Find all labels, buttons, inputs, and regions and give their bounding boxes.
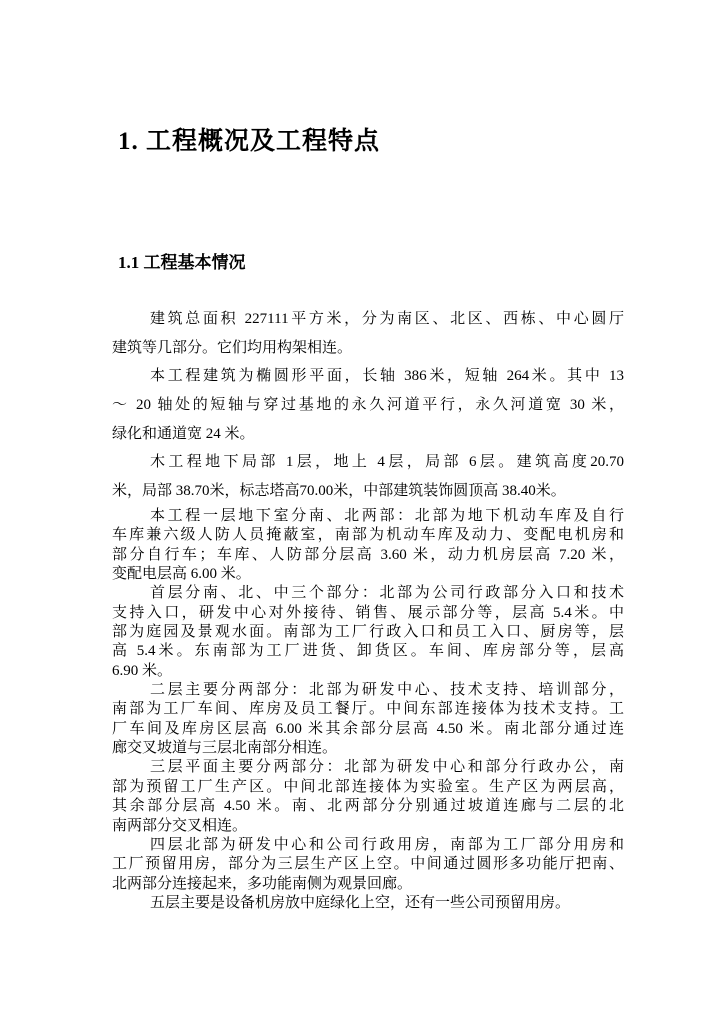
text-line: 米，局部 38.70米，标志塔高70.00米，中部建筑装饰圆顶高 38.40米。 [112, 483, 566, 500]
text-line: 部为预留工厂生产区。中间北部连接体为实验室。生产区为两层高， [112, 778, 624, 795]
text-line: 部分自行车；车库、人防部分层高 3.60 米，动力机房层高 7.20 米， [112, 546, 624, 563]
text-line: 南两部分交叉相连。 [112, 817, 248, 834]
text-line: 北两部分连接起来，多功能南侧为观景回廊。 [112, 875, 413, 892]
text-line: 绿化和通道宽 24 米。 [112, 425, 255, 442]
text-line: 南部为工厂车间、库房及员工餐厅。中间东部连接体为技术支持。工 [112, 701, 624, 718]
text-line: 廊交叉坡道与三层北南部分相连。 [112, 740, 338, 757]
text-line: 五层主要是设备机房放中庭绿化上空，还有一些公司预留用房。 [150, 894, 571, 911]
text-line: 本工程一层地下室分南、北两部：北部为地下机动车库及自行 [150, 508, 624, 524]
paragraph [112, 894, 624, 913]
paragraph [112, 362, 624, 448]
paragraphs-bottom [112, 507, 624, 913]
paragraph [112, 584, 624, 681]
paragraphs-top [112, 305, 624, 506]
text-line: 6.90 米。 [112, 662, 173, 679]
paragraph [112, 836, 624, 894]
paragraph [112, 681, 624, 758]
text-line: 部为庭园及景观水面。南部为工厂行政入口和员工入口、厨房等，层 [112, 624, 624, 641]
text-line: 建筑总面积 227111平方米，分为南区、北区、西栋、中心圆厅 [150, 311, 624, 327]
text-line: ～ 20 轴处的短轴与穿过基地的永久河道平行，永久河道宽 30 米， [112, 397, 624, 414]
text-line: 支持入口，研发中心对外接待、销售、展示部分等，层高 5.4米。中 [112, 604, 624, 621]
text-line: 车库兼六级人防人员掩蔽室，南部为机动车库及动力、变配电机房和 [112, 527, 624, 544]
paragraph [112, 448, 624, 505]
text-line: 高 5.4米。东南部为工厂进货、卸货区。车间、库房部分等，层高 [112, 643, 624, 660]
paragraph [112, 507, 624, 584]
text-line: 木工程地下局部 1层，地上 4层，局部 6层。建筑高度20.70 [150, 454, 624, 471]
text-line: 四层北部为研发中心和公司行政用房，南部为工厂部分用房和 [150, 836, 624, 853]
text-line: 本工程建筑为椭圆形平面，长轴 386米，短轴 264米。其中 13 [150, 368, 624, 385]
text-line: 其余部分层高 4.50 米。南、北两部分分别通过坡道连廊与二层的北 [112, 798, 624, 815]
text-line: 建筑等几部分。它们均用构架相连。 [112, 339, 353, 356]
section-heading: 1. 工程概况及工程特点 [118, 128, 381, 155]
text-line: 三层平面主要分两部分：北部为研发中心和部分行政办公，南 [150, 759, 624, 776]
paragraph [112, 758, 624, 835]
subsection-heading: 1.1 工程基本情况 [118, 253, 246, 272]
text-line: 二层主要分两部分：北部为研发中心、技术支持、培训部分， [150, 682, 624, 699]
text-line: 厂车间及库房区层高 6.00 米其余部分层高 4.50 米。南北部分通过连 [112, 720, 624, 737]
text-line: 工厂预留用房，部分为三层生产区上空。中间通过圆形多功能厅把南、 [112, 856, 624, 873]
text-line: 首层分南、北、中三个部分：北部为公司行政部分入口和技术 [150, 585, 624, 602]
paragraph [112, 305, 624, 362]
text-line: 变配电层高 6.00 米。 [112, 566, 251, 583]
